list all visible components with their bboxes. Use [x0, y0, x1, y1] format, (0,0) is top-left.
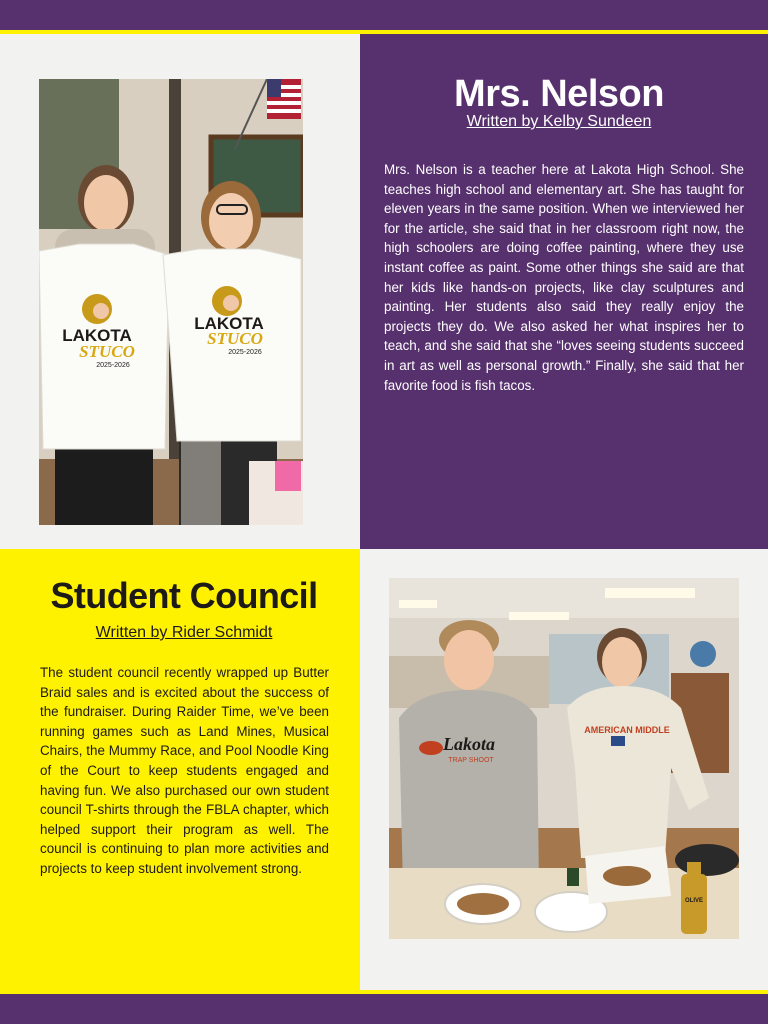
council-title: Student Council — [50, 575, 318, 616]
council-byline: Written by Rider Schmidt — [95, 624, 273, 641]
spice-jar — [567, 868, 579, 886]
frying-pan — [675, 844, 739, 876]
ceiling-light-2 — [509, 612, 569, 620]
shirts-photo-scene — [39, 79, 303, 525]
shirt-right-line1: LAKOTA — [194, 314, 264, 333]
nelson-title: Mrs. Nelson — [454, 73, 664, 115]
nelson-photo — [39, 79, 303, 525]
globe — [690, 641, 716, 667]
boy-shirt-line1: Lakota — [443, 734, 495, 754]
bottom-bar — [0, 994, 768, 1024]
shirt-left — [39, 244, 169, 449]
council-body: The student council recently wrapped up Butter Braid sales and is excited about the success of the fundraiser. During Raider Time, we’ve been running games such as Land Mines, Musical Chairs, the Mummy Race, and Pool Noodle King of the Court to keep students engaged and having fun. We also purchased our own student council T-shirts through the FBLA chapter, which helped support their program as well. The council is continuing to plan more activities and projects to keep student involvement strong. — [40, 665, 329, 876]
nelson-body: Mrs. Nelson is a teacher here at Lakota High School. She teaches high school and elementary art. She has taught for eleven years in the same position. When we interviewed her for the article, she said that in her classroom right now, the high schoolers are doing coffee painting, where they use instant coffee as paint. Some other things she said are that her kids like hands-on projects, like clay sculptures and painting. Her students also said they really enjoy the projects they do. We also asked her what inspires her to teach, and she said that she “loves seeing students succeed in art as well as personal growth.” Finally, she said that her favorite food is fish tacos. — [384, 162, 744, 393]
cooking-photo-scene — [389, 578, 739, 939]
shirt-right — [163, 249, 301, 441]
shirt-right-year: 2025-2026 — [228, 349, 262, 356]
boy-shirt-line2: TRAP SHOOT — [448, 757, 494, 764]
shirt-left-year: 2025-2026 — [96, 362, 130, 369]
shirt-left-line2: STUCO — [79, 342, 135, 361]
pink-paper — [275, 461, 301, 491]
top-bar — [0, 0, 768, 30]
girl-hoodie-text: AMERICAN MIDDLE — [584, 725, 670, 735]
shirt-right-line2: STUCO — [207, 329, 263, 348]
nelson-byline: Written by Kelby Sundeen — [466, 113, 652, 130]
ceiling-light-3 — [605, 588, 695, 598]
bottle-label: OLIVE — [684, 898, 704, 904]
council-photo — [389, 578, 739, 939]
ceiling-light-1 — [399, 600, 437, 608]
shirt-left-line1: LAKOTA — [62, 326, 132, 345]
